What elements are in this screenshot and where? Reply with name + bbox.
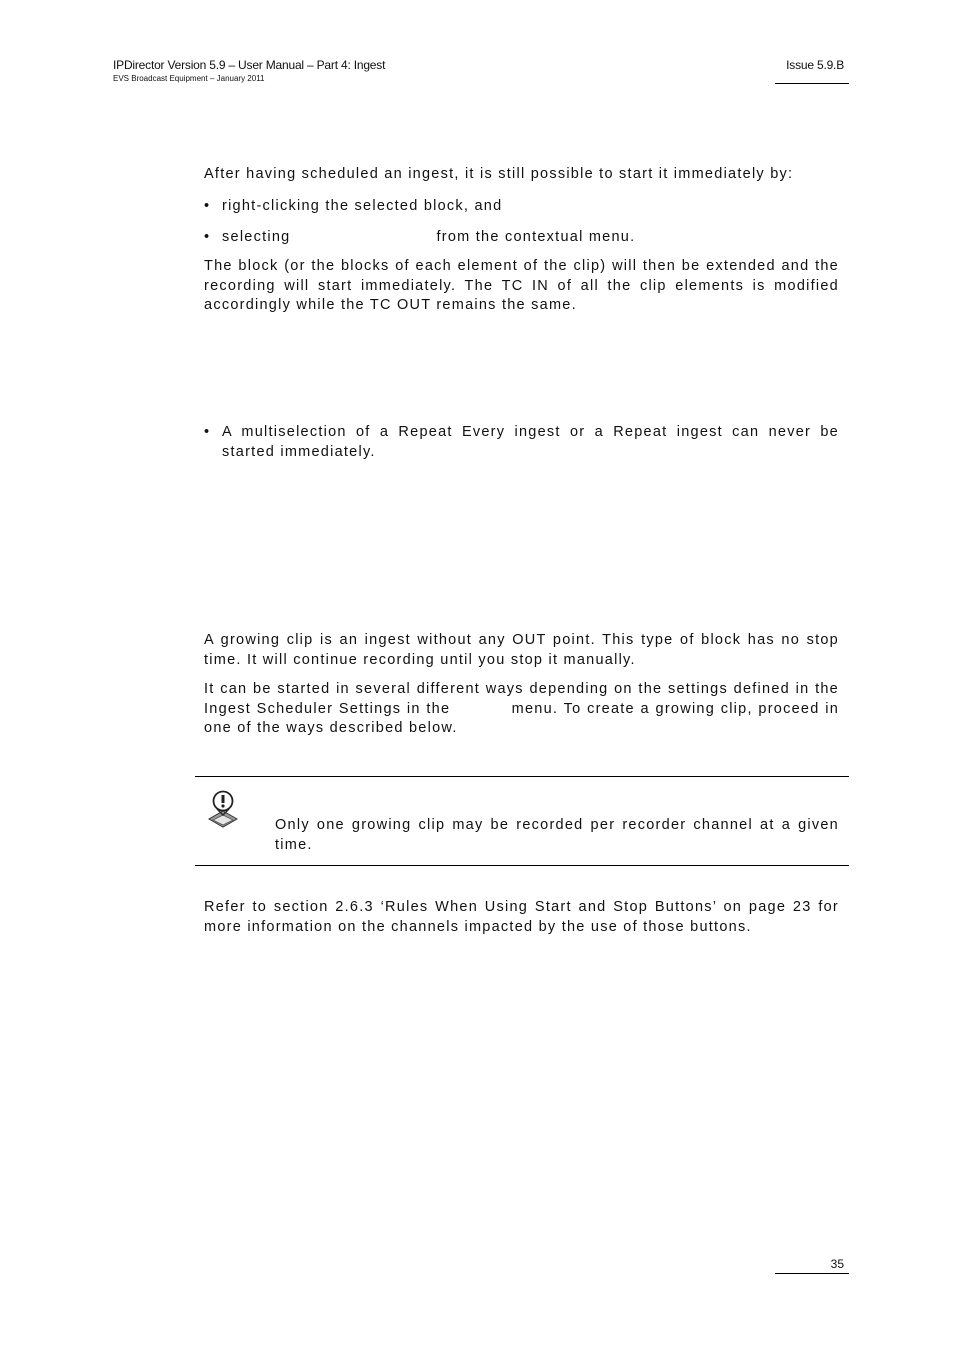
footer-rule bbox=[775, 1273, 849, 1274]
bullet-dot: • bbox=[204, 424, 211, 440]
growing-paragraph-2 bbox=[204, 680, 839, 739]
start-now-bullet-1: right-clicking the selected block, and bbox=[222, 198, 503, 214]
start-now-intro: After having scheduled an ingest, it is still possible to start it immediately by: bbox=[204, 166, 794, 182]
start-now-bullet-2-before: selecting bbox=[222, 229, 291, 245]
reference-paragraph: Refer to section 2.6.3 ‘Rules When Using Start and Stop Buttons’ on page 23 for more information on the channels impacted by the use of those buttons. bbox=[204, 899, 839, 935]
list-item bbox=[204, 197, 839, 217]
page-number: 35 bbox=[830, 1257, 844, 1271]
start-now-paragraph: The block (or the blocks of each element of the clip) will then be extended and the recording will start immediately. The TC IN of all the clip elements is modified accordingly while the TC OUT remains the same. bbox=[204, 258, 839, 313]
growing-paragraph-2-after: menu. To create a growing clip, proceed in one of the ways described below. bbox=[204, 700, 840, 736]
start-now-bullet-2-after: from the contextual menu. bbox=[436, 229, 636, 245]
repeat-note-bullet: A multiselection of a Repeat Every ingest or a Repeat ingest can never be started immediately. bbox=[222, 424, 839, 460]
note-text: Only one growing clip may be recorded per recorder channel at a given time. bbox=[275, 817, 839, 853]
bullet-dot: • bbox=[204, 198, 211, 214]
note-box bbox=[195, 776, 849, 866]
header-title: IPDirector Version 5.9 – User Manual – Part 4: Ingest bbox=[113, 58, 386, 72]
growing-paragraph-2-before: It can be started in several different ways depending on the settings defined in the Ingest Scheduler Settings in the bbox=[204, 681, 839, 717]
list-item bbox=[204, 228, 839, 248]
header-issue: Issue 5.9.B bbox=[786, 58, 844, 72]
list-item bbox=[204, 423, 839, 462]
header-subtitle: EVS Broadcast Equipment – January 2011 bbox=[113, 74, 265, 83]
header-rule bbox=[775, 83, 849, 84]
important-note-icon bbox=[207, 789, 239, 829]
growing-paragraph-1: A growing clip is an ingest without any OUT point. This type of block has no stop time. It will continue recording until you stop it manually. bbox=[204, 632, 839, 668]
bullet-dot: • bbox=[204, 229, 211, 245]
